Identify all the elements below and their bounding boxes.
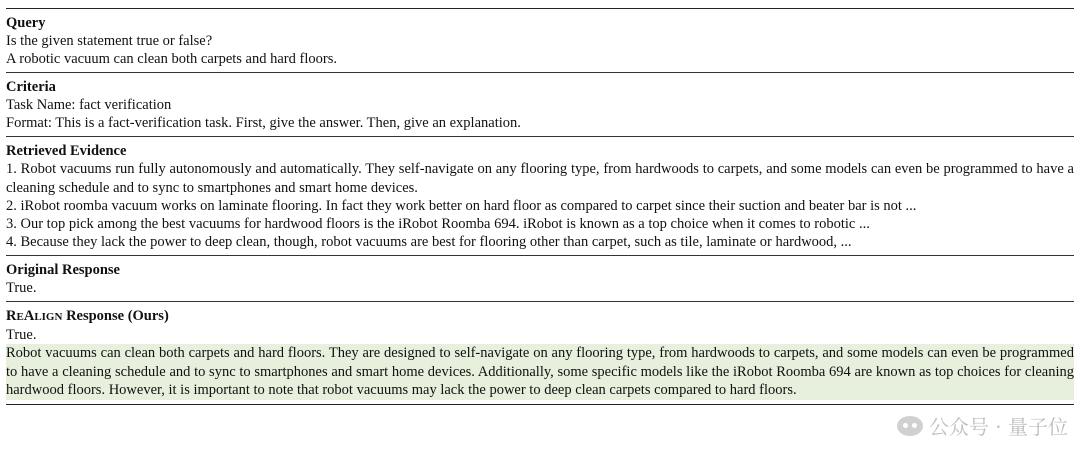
evidence-heading: Retrieved Evidence bbox=[6, 143, 127, 159]
query-line-1: Is the given statement true or false? bbox=[6, 33, 213, 49]
criteria-line-2: Format: This is a fact-verification task. First, give the answer. Then, give an explanation. bbox=[6, 115, 521, 131]
watermark bbox=[897, 411, 1068, 440]
query-heading: Query bbox=[6, 15, 46, 31]
original-response-heading: Original Response bbox=[6, 262, 120, 278]
realign-response-section bbox=[6, 302, 1074, 405]
criteria-heading: Criteria bbox=[6, 79, 56, 95]
evidence-section bbox=[6, 137, 1074, 256]
criteria-line-1: Task Name: fact verification bbox=[6, 97, 172, 113]
example-table bbox=[6, 8, 1074, 405]
original-response-section bbox=[6, 256, 1074, 302]
evidence-item-4: 4. Because they lack the power to deep clean, though, robot vacuums are best for flooring other than carpet, such as tile, laminate or hardwood, ... bbox=[6, 234, 852, 250]
realign-response-answer: True. bbox=[6, 327, 37, 343]
query-line-2: A robotic vacuum can clean both carpets and hard floors. bbox=[6, 51, 337, 67]
original-response-answer: True. bbox=[6, 280, 37, 296]
wechat-icon bbox=[897, 416, 923, 436]
evidence-item-3: 3. Our top pick among the best vacuums for hardwood floors is the iRobot Roomba 694. iRobot is known as a top choice when it comes to robotic ... bbox=[6, 216, 870, 232]
evidence-item-2: 2. iRobot roomba vacuum works on laminate flooring. In fact they work better on hard floor as compared to carpet since their suction and beater bar is not ... bbox=[6, 198, 917, 214]
watermark-text: 公众号 · 量子位 bbox=[928, 415, 1068, 439]
query-section bbox=[6, 9, 1074, 73]
evidence-item-1: 1. Robot vacuums run fully autonomously and automatically. They self-navigate on any flooring type, from hardwoods to carpets, and some models can even be programmed to have a cleaning schedule and to sync to smartphones and smart home devices. bbox=[6, 161, 1074, 196]
criteria-section bbox=[6, 73, 1074, 137]
realign-response-heading: REALIGN Response (Ours) bbox=[6, 308, 169, 324]
realign-response-explanation: Robot vacuums can clean both carpets and hard floors. They are designed to self-navigate on any flooring type, from hardwoods to carpets, and some models can even be programmed to have a cleaning schedule and to sync to smartphones and smart home devices. Additionally, some specific models like the iRobot Roomba 694 are known as top choices for cleaning hardwood floors. However, it is important to note that robot vacuums may lack the power to deep clean carpets compared to hard floors. bbox=[6, 345, 1074, 398]
